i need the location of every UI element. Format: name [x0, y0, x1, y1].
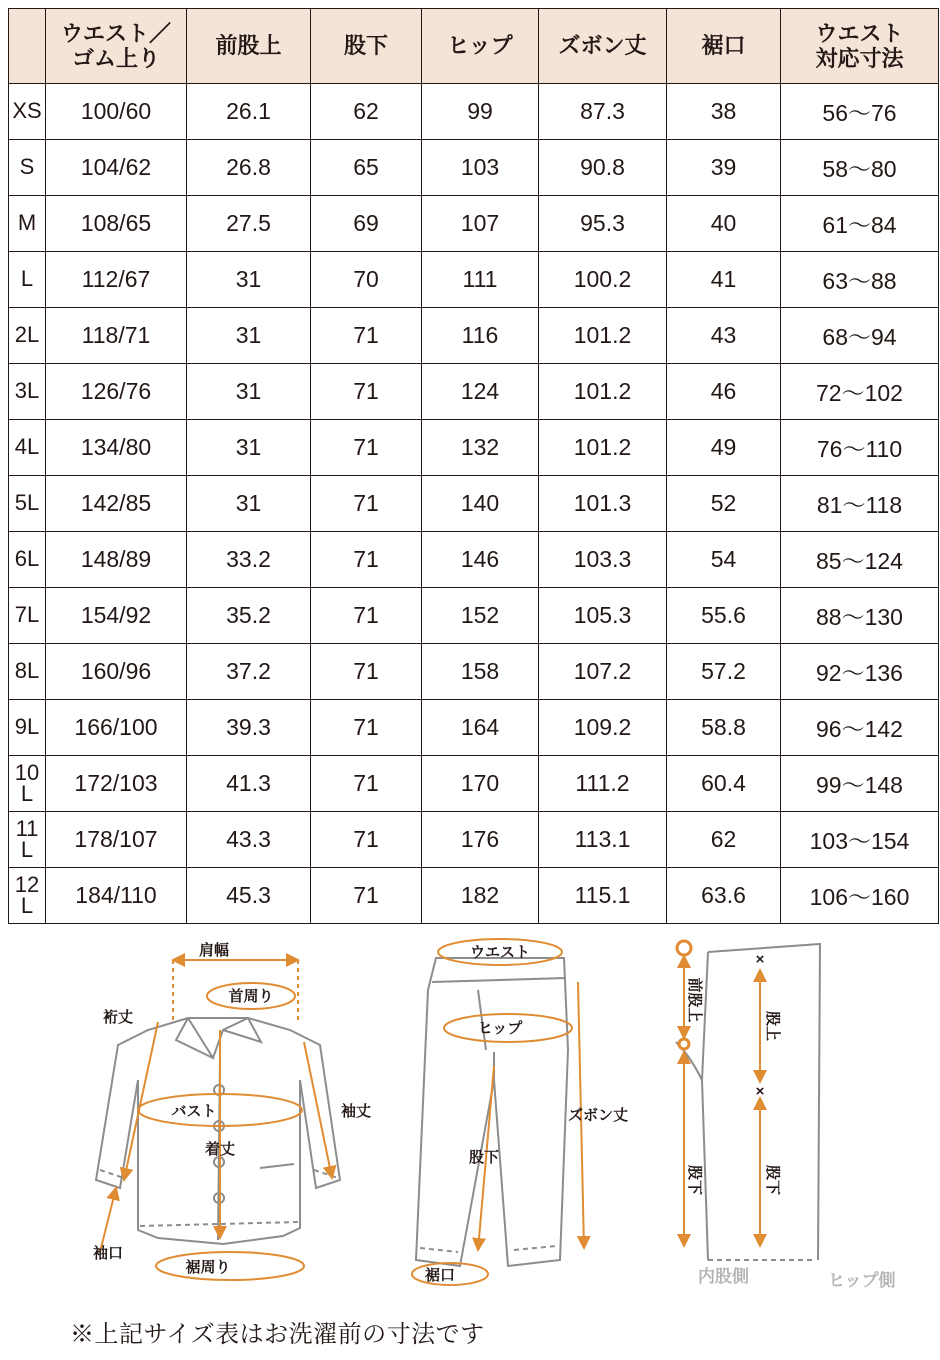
label-pants-inseam: 股下 [468, 1149, 500, 1166]
column-header-waist-line2: ゴム上り [71, 46, 160, 71]
cell-size-label: 2L [9, 308, 46, 364]
cell-waist: 134/80 [46, 420, 187, 476]
table-row [9, 84, 939, 140]
cell-size-label: 10L [9, 756, 46, 812]
cell-front-rise: 26.8 [187, 140, 311, 196]
cell-pants-length: 101.2 [539, 364, 667, 420]
cell-waist-range: 99〜148 [781, 756, 939, 812]
table-row [9, 196, 939, 252]
label-inner-side: 内股側 [698, 1267, 749, 1286]
cell-pants-length: 87.3 [539, 84, 667, 140]
column-header-pants-length: ズボン丈 [539, 9, 667, 84]
cell-hem: 40 [667, 196, 781, 252]
cell-hem: 41 [667, 252, 781, 308]
cell-waist: 166/100 [46, 700, 187, 756]
label-pants-hip: ヒップ [477, 1020, 523, 1037]
cell-hem: 39 [667, 140, 781, 196]
cell-pants-length: 100.2 [539, 252, 667, 308]
cell-waist-range: 103〜154 [781, 812, 939, 868]
cell-waist-range: 72〜102 [781, 364, 939, 420]
cell-size-label: M [9, 196, 46, 252]
cell-hip: 182 [422, 868, 539, 924]
cell-size-label: S [9, 140, 46, 196]
column-header-waist-range [781, 9, 939, 84]
cell-inseam: 71 [311, 476, 422, 532]
column-header-inseam: 股下 [311, 9, 422, 84]
label-shoulder-width: 肩幅 [198, 942, 230, 959]
measurement-diagram [8, 930, 932, 1320]
label-bust: バスト [171, 1103, 217, 1120]
cell-pants-length: 95.3 [539, 196, 667, 252]
table-row [9, 588, 939, 644]
cell-waist: 178/107 [46, 812, 187, 868]
table-header [9, 9, 939, 84]
label-back-rise: 股上 [764, 1010, 781, 1042]
cell-hip: 116 [422, 308, 539, 364]
column-header-hip: ヒップ [422, 9, 539, 84]
cell-size-label: 11L [9, 812, 46, 868]
label-hem-round: 裾周り [185, 1259, 231, 1276]
cell-front-rise: 33.2 [187, 532, 311, 588]
size-table [8, 8, 939, 924]
rise-side-labels [698, 1266, 896, 1290]
cell-waist-range: 106〜160 [781, 868, 939, 924]
label-sleeve-length: 袖丈 [340, 1103, 372, 1120]
cell-size-label: L [9, 252, 46, 308]
table-row [9, 700, 939, 756]
cell-pants-length: 115.1 [539, 868, 667, 924]
cell-inseam: 70 [311, 252, 422, 308]
label-pants-waist: ウエスト [469, 944, 531, 961]
cell-size-label: 9L [9, 700, 46, 756]
cell-hip: 176 [422, 812, 539, 868]
cell-hem: 49 [667, 420, 781, 476]
table-row [9, 420, 939, 476]
cell-hem: 43 [667, 308, 781, 364]
cell-inseam: 71 [311, 812, 422, 868]
table-row [9, 140, 939, 196]
cell-inseam: 62 [311, 84, 422, 140]
cell-waist-range: 58〜80 [781, 140, 939, 196]
cell-waist-range: 85〜124 [781, 532, 939, 588]
label-front-crotch: 股下 [686, 1164, 703, 1196]
cell-waist: 126/76 [46, 364, 187, 420]
cell-waist: 184/110 [46, 868, 187, 924]
cell-inseam: 71 [311, 756, 422, 812]
cell-pants-length: 111.2 [539, 756, 667, 812]
cell-front-rise: 31 [187, 364, 311, 420]
pants-illustration [416, 958, 568, 1266]
column-header-hem: 裾口 [667, 9, 781, 84]
cell-front-rise: 41.3 [187, 756, 311, 812]
cell-waist: 100/60 [46, 84, 187, 140]
cell-hem: 63.6 [667, 868, 781, 924]
cell-size-label: 7L [9, 588, 46, 644]
table-row [9, 476, 939, 532]
cell-inseam: 71 [311, 588, 422, 644]
cell-pants-length: 107.2 [539, 644, 667, 700]
cell-inseam: 71 [311, 420, 422, 476]
pants-labels [424, 944, 628, 1284]
cell-hip: 146 [422, 532, 539, 588]
cell-waist: 104/62 [46, 140, 187, 196]
cell-pants-length: 90.8 [539, 140, 667, 196]
cell-waist: 108/65 [46, 196, 187, 252]
cell-size-label: 5L [9, 476, 46, 532]
diagram-svg [8, 930, 932, 1320]
cell-waist: 142/85 [46, 476, 187, 532]
cell-hip: 103 [422, 140, 539, 196]
cell-hip: 111 [422, 252, 539, 308]
label-back-crotch-mark: × [755, 1083, 765, 1100]
pants-measure-lines [412, 939, 584, 1285]
cell-hip: 164 [422, 700, 539, 756]
label-hip-side: ヒップ側 [828, 1271, 896, 1290]
cell-size-label: 8L [9, 644, 46, 700]
cell-size-label: 4L [9, 420, 46, 476]
cell-front-rise: 39.3 [187, 700, 311, 756]
cell-waist-range: 61〜84 [781, 196, 939, 252]
cell-inseam: 71 [311, 364, 422, 420]
cell-inseam: 69 [311, 196, 422, 252]
cell-front-rise: 31 [187, 420, 311, 476]
cell-hip: 152 [422, 588, 539, 644]
cell-inseam: 71 [311, 700, 422, 756]
table-row [9, 308, 939, 364]
cell-hip: 99 [422, 84, 539, 140]
cell-front-rise: 43.3 [187, 812, 311, 868]
cell-hip: 170 [422, 756, 539, 812]
cell-waist: 112/67 [46, 252, 187, 308]
cell-size-label: 12L [9, 868, 46, 924]
column-header-front-rise: 前股上 [187, 9, 311, 84]
cell-hem: 62 [667, 812, 781, 868]
cell-pants-length: 101.2 [539, 420, 667, 476]
table-row [9, 756, 939, 812]
cell-hem: 58.8 [667, 700, 781, 756]
cell-front-rise: 31 [187, 476, 311, 532]
cell-pants-length: 103.3 [539, 532, 667, 588]
label-yuki: 裄丈 [102, 1009, 134, 1026]
cell-front-rise: 35.2 [187, 588, 311, 644]
rise-labels [686, 951, 782, 1195]
table-row [9, 868, 939, 924]
cell-front-rise: 45.3 [187, 868, 311, 924]
cell-inseam: 71 [311, 644, 422, 700]
column-header-waist-range-line2: 対応寸法 [815, 46, 904, 71]
table-row [9, 252, 939, 308]
column-header-size [9, 9, 46, 84]
cell-size-label: XS [9, 84, 46, 140]
label-body-length: 着丈 [204, 1141, 236, 1158]
cell-hem: 46 [667, 364, 781, 420]
cell-front-rise: 31 [187, 308, 311, 364]
cell-hem: 38 [667, 84, 781, 140]
cell-pants-length: 101.2 [539, 308, 667, 364]
table-body [9, 84, 939, 924]
cell-inseam: 71 [311, 532, 422, 588]
cell-front-rise: 37.2 [187, 644, 311, 700]
cell-hem: 57.2 [667, 644, 781, 700]
label-front-rise: 前股上 [686, 977, 703, 1023]
cell-waist: 154/92 [46, 588, 187, 644]
jacket-measure-lines [100, 960, 332, 1280]
cell-front-rise: 27.5 [187, 196, 311, 252]
cell-size-label: 6L [9, 532, 46, 588]
cell-waist-range: 96〜142 [781, 700, 939, 756]
label-back-rise-mark: × [755, 951, 765, 968]
cell-hip: 132 [422, 420, 539, 476]
label-cuff: 袖口 [92, 1245, 124, 1262]
cell-hip: 158 [422, 644, 539, 700]
column-header-waist [46, 9, 187, 84]
table-row [9, 812, 939, 868]
cell-hip: 140 [422, 476, 539, 532]
cell-waist: 172/103 [46, 756, 187, 812]
cell-waist-range: 56〜76 [781, 84, 939, 140]
cell-waist: 160/96 [46, 644, 187, 700]
cell-hem: 54 [667, 532, 781, 588]
cell-waist-range: 68〜94 [781, 308, 939, 364]
cell-hem: 60.4 [667, 756, 781, 812]
cell-hip: 107 [422, 196, 539, 252]
cell-waist-range: 92〜136 [781, 644, 939, 700]
cell-waist: 148/89 [46, 532, 187, 588]
cell-waist-range: 76〜110 [781, 420, 939, 476]
cell-hem: 55.6 [667, 588, 781, 644]
table-header-row [9, 9, 939, 84]
label-neck: 首周り [228, 988, 274, 1005]
cell-hem: 52 [667, 476, 781, 532]
cell-size-label: 3L [9, 364, 46, 420]
cell-inseam: 71 [311, 868, 422, 924]
cell-inseam: 65 [311, 140, 422, 196]
cell-waist: 118/71 [46, 308, 187, 364]
cell-front-rise: 26.1 [187, 84, 311, 140]
table-row [9, 364, 939, 420]
column-header-waist-range-line1: ウエスト [815, 20, 904, 46]
cell-waist-range: 81〜118 [781, 476, 939, 532]
cell-inseam: 71 [311, 308, 422, 364]
footnote: ※上記サイズ表はお洗濯前の寸法です [70, 1321, 485, 1348]
label-pants-length: ズボン丈 [567, 1107, 629, 1124]
cell-front-rise: 31 [187, 252, 311, 308]
cell-pants-length: 101.3 [539, 476, 667, 532]
cell-pants-length: 113.1 [539, 812, 667, 868]
cell-pants-length: 105.3 [539, 588, 667, 644]
label-pants-hem: 裾口 [424, 1267, 456, 1284]
table-row [9, 532, 939, 588]
table-row [9, 644, 939, 700]
cell-waist-range: 63〜88 [781, 252, 939, 308]
label-back-crotch: 股下 [764, 1164, 781, 1196]
cell-waist-range: 88〜130 [781, 588, 939, 644]
cell-hip: 124 [422, 364, 539, 420]
cell-pants-length: 109.2 [539, 700, 667, 756]
column-header-waist-line1: ウエスト／ [60, 20, 171, 46]
